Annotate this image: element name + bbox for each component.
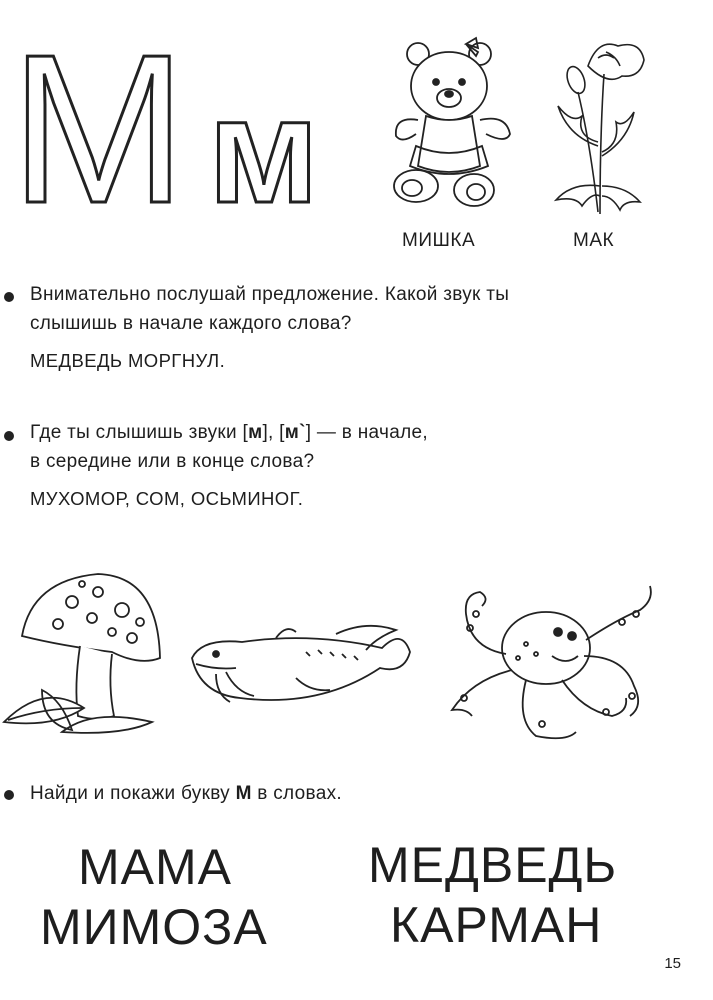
teddy-bear-icon [382, 36, 517, 216]
sound-m-soft: м` [284, 422, 306, 443]
sound-m: м [248, 422, 263, 443]
task-2-question [30, 418, 690, 476]
task-3-text: Найди и покажи букву М в словах. [30, 783, 342, 804]
word-karman: КАРМАН [390, 897, 603, 953]
letter-lower: м [208, 66, 319, 218]
task-3-letter: М [235, 783, 252, 804]
mushroom-icon [2, 572, 167, 742]
bullet-task-2 [4, 431, 14, 441]
task-1-answer: МЕДВЕДЬ МОРГНУЛ. [30, 350, 226, 371]
word-mimoza: МИМОЗА [40, 899, 268, 955]
task-1-line-1: Внимательно послушай предложение. Какой звук ты [30, 284, 510, 305]
catfish-icon [186, 618, 416, 718]
big-letter-m-title [8, 38, 368, 218]
picture-label-bear: МИШКА [402, 230, 476, 251]
task-2-line-1: Где ты слышишь звуки [м], [м`] — в начале, [30, 422, 428, 443]
word-mama: МАМА [78, 839, 232, 895]
picture-label-poppy: МАК [573, 230, 615, 251]
word-medved: МЕДВЕДЬ [368, 837, 618, 893]
octopus-icon [446, 584, 658, 744]
task-1-question [30, 280, 690, 338]
bullet-task-3 [4, 790, 14, 800]
letter-upper: М [10, 38, 187, 218]
page-number: 15 [664, 955, 681, 972]
bullet-task-1 [4, 292, 14, 302]
task-2-answer: МУХОМОР, СОМ, ОСЬМИНОГ. [30, 488, 304, 509]
task-2-line-2: в середине или в конце слова? [30, 451, 315, 472]
task-1-line-2: слышишь в начале каждого слова? [30, 313, 352, 334]
poppy-flower-icon [548, 36, 648, 216]
